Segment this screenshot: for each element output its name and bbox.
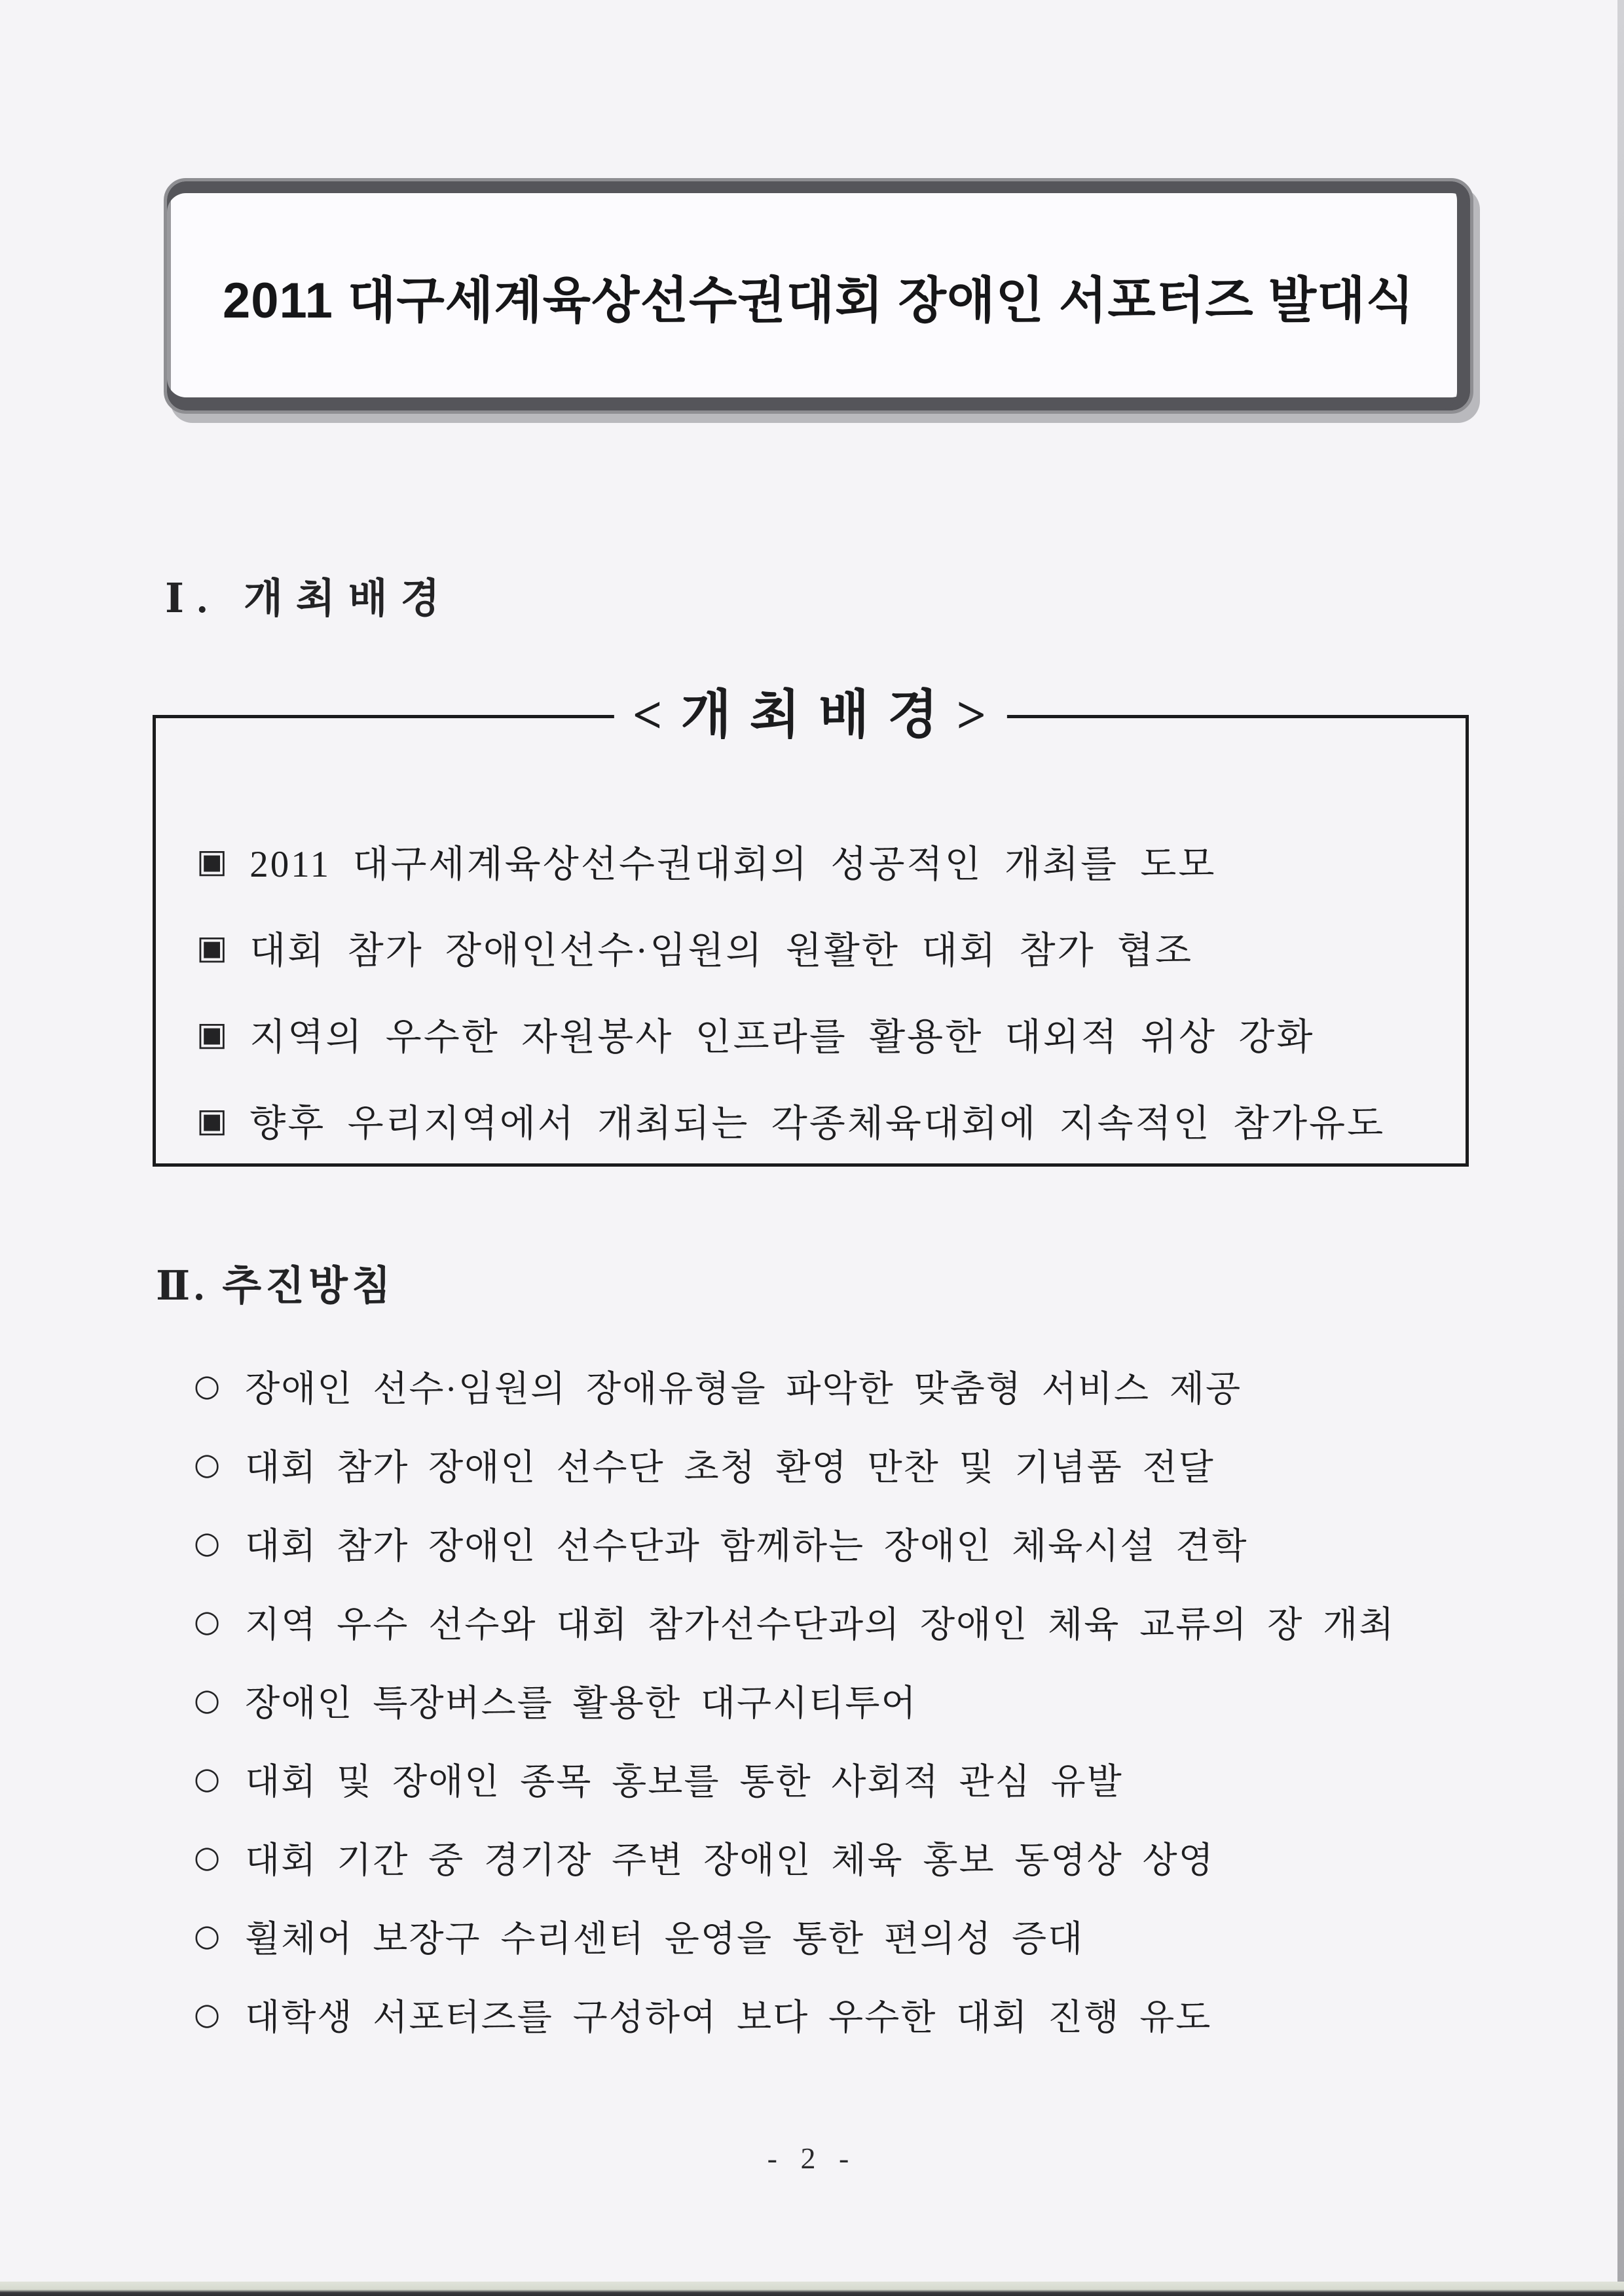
list-item-text: 지역 우수 선수와 대회 참가선수단과의 장애인 체육 교류의 장 개최 bbox=[245, 1604, 1395, 1645]
background-list bbox=[196, 818, 1446, 1163]
circle-bullet-icon: ○ bbox=[194, 1446, 221, 1482]
list-item bbox=[194, 1739, 1543, 1817]
list-item bbox=[196, 1077, 1446, 1163]
circle-bullet-icon: ○ bbox=[194, 1839, 221, 1874]
scan-edge-bottom bbox=[0, 2282, 1624, 2296]
list-item-text: 대학생 서포터즈를 구성하여 보다 우수한 대회 진행 유도 bbox=[245, 1997, 1212, 2037]
square-bullet-icon: ▣ bbox=[196, 928, 228, 966]
list-item-text: 2011 대구세계육상선수권대회의 성공적인 개최를 도모 bbox=[249, 844, 1217, 885]
list-item bbox=[194, 1896, 1543, 1975]
list-item-text: 대회 참가 장애인 선수단과 함께하는 장애인 체육시설 견학 bbox=[245, 1525, 1248, 1566]
square-bullet-icon: ▣ bbox=[196, 842, 228, 880]
list-item-text: 대회 참가 장애인 선수단 초청 환영 만찬 및 기념품 전달 bbox=[245, 1447, 1215, 1487]
list-item bbox=[194, 1346, 1543, 1425]
list-item-text: 대회 기간 중 경기장 주변 장애인 체육 홍보 동영상 상영 bbox=[245, 1840, 1215, 1880]
circle-bullet-icon: ○ bbox=[194, 1368, 221, 1403]
list-item-text: 장애인 특장버스를 활용한 대구시티투어 bbox=[245, 1683, 917, 1723]
section1-heading: Ⅰ. 개최배경 bbox=[165, 577, 453, 621]
list-item-text: 향후 우리지역에서 개최되는 각종체육대회에 지속적인 참가유도 bbox=[249, 1103, 1386, 1144]
list-item-text: 장애인 선수·임원의 장애유형을 파악한 맞춤형 서비스 제공 bbox=[245, 1368, 1242, 1409]
list-item bbox=[194, 1582, 1543, 1660]
background-box-title: < 개 최 배 경 > bbox=[614, 682, 1007, 750]
list-item bbox=[194, 1817, 1543, 1896]
circle-bullet-icon: ○ bbox=[194, 1918, 221, 1953]
section2-heading: Ⅱ. 추진방침 bbox=[156, 1264, 395, 1309]
list-item-text: 대회 및 장애인 종목 홍보를 통한 사회적 관심 유발 bbox=[245, 1761, 1123, 1802]
plan-list bbox=[194, 1346, 1543, 2053]
document-title: 2011 대구세계육상선수권대회 장애인 서포터즈 발대식 bbox=[222, 272, 1415, 329]
square-bullet-icon: ▣ bbox=[196, 1101, 228, 1139]
background-box bbox=[153, 687, 1469, 1167]
list-item-text: 대회 참가 장애인선수·임원의 원활한 대회 참가 협조 bbox=[249, 930, 1194, 972]
scan-edge-right bbox=[1617, 0, 1624, 2296]
circle-bullet-icon: ○ bbox=[194, 1603, 221, 1639]
circle-bullet-icon: ○ bbox=[194, 1525, 221, 1560]
list-item bbox=[196, 991, 1446, 1077]
list-item bbox=[196, 818, 1446, 904]
list-item bbox=[196, 904, 1446, 991]
list-item bbox=[194, 1660, 1543, 1739]
list-item bbox=[194, 1975, 1543, 2053]
square-bullet-icon: ▣ bbox=[196, 1015, 228, 1053]
page-number: - 2 - bbox=[767, 2141, 857, 2175]
circle-bullet-icon: ○ bbox=[194, 1760, 221, 1796]
list-item-text: 휠체어 보장구 수리센터 운영을 통한 편의성 증대 bbox=[245, 1918, 1084, 1959]
title-banner bbox=[164, 178, 1473, 414]
list-item bbox=[194, 1425, 1543, 1503]
list-item-text: 지역의 우수한 자원봉사 인프라를 활용한 대외적 위상 강화 bbox=[249, 1017, 1315, 1058]
circle-bullet-icon: ○ bbox=[194, 1996, 221, 2032]
circle-bullet-icon: ○ bbox=[194, 1682, 221, 1717]
list-item bbox=[194, 1503, 1543, 1582]
